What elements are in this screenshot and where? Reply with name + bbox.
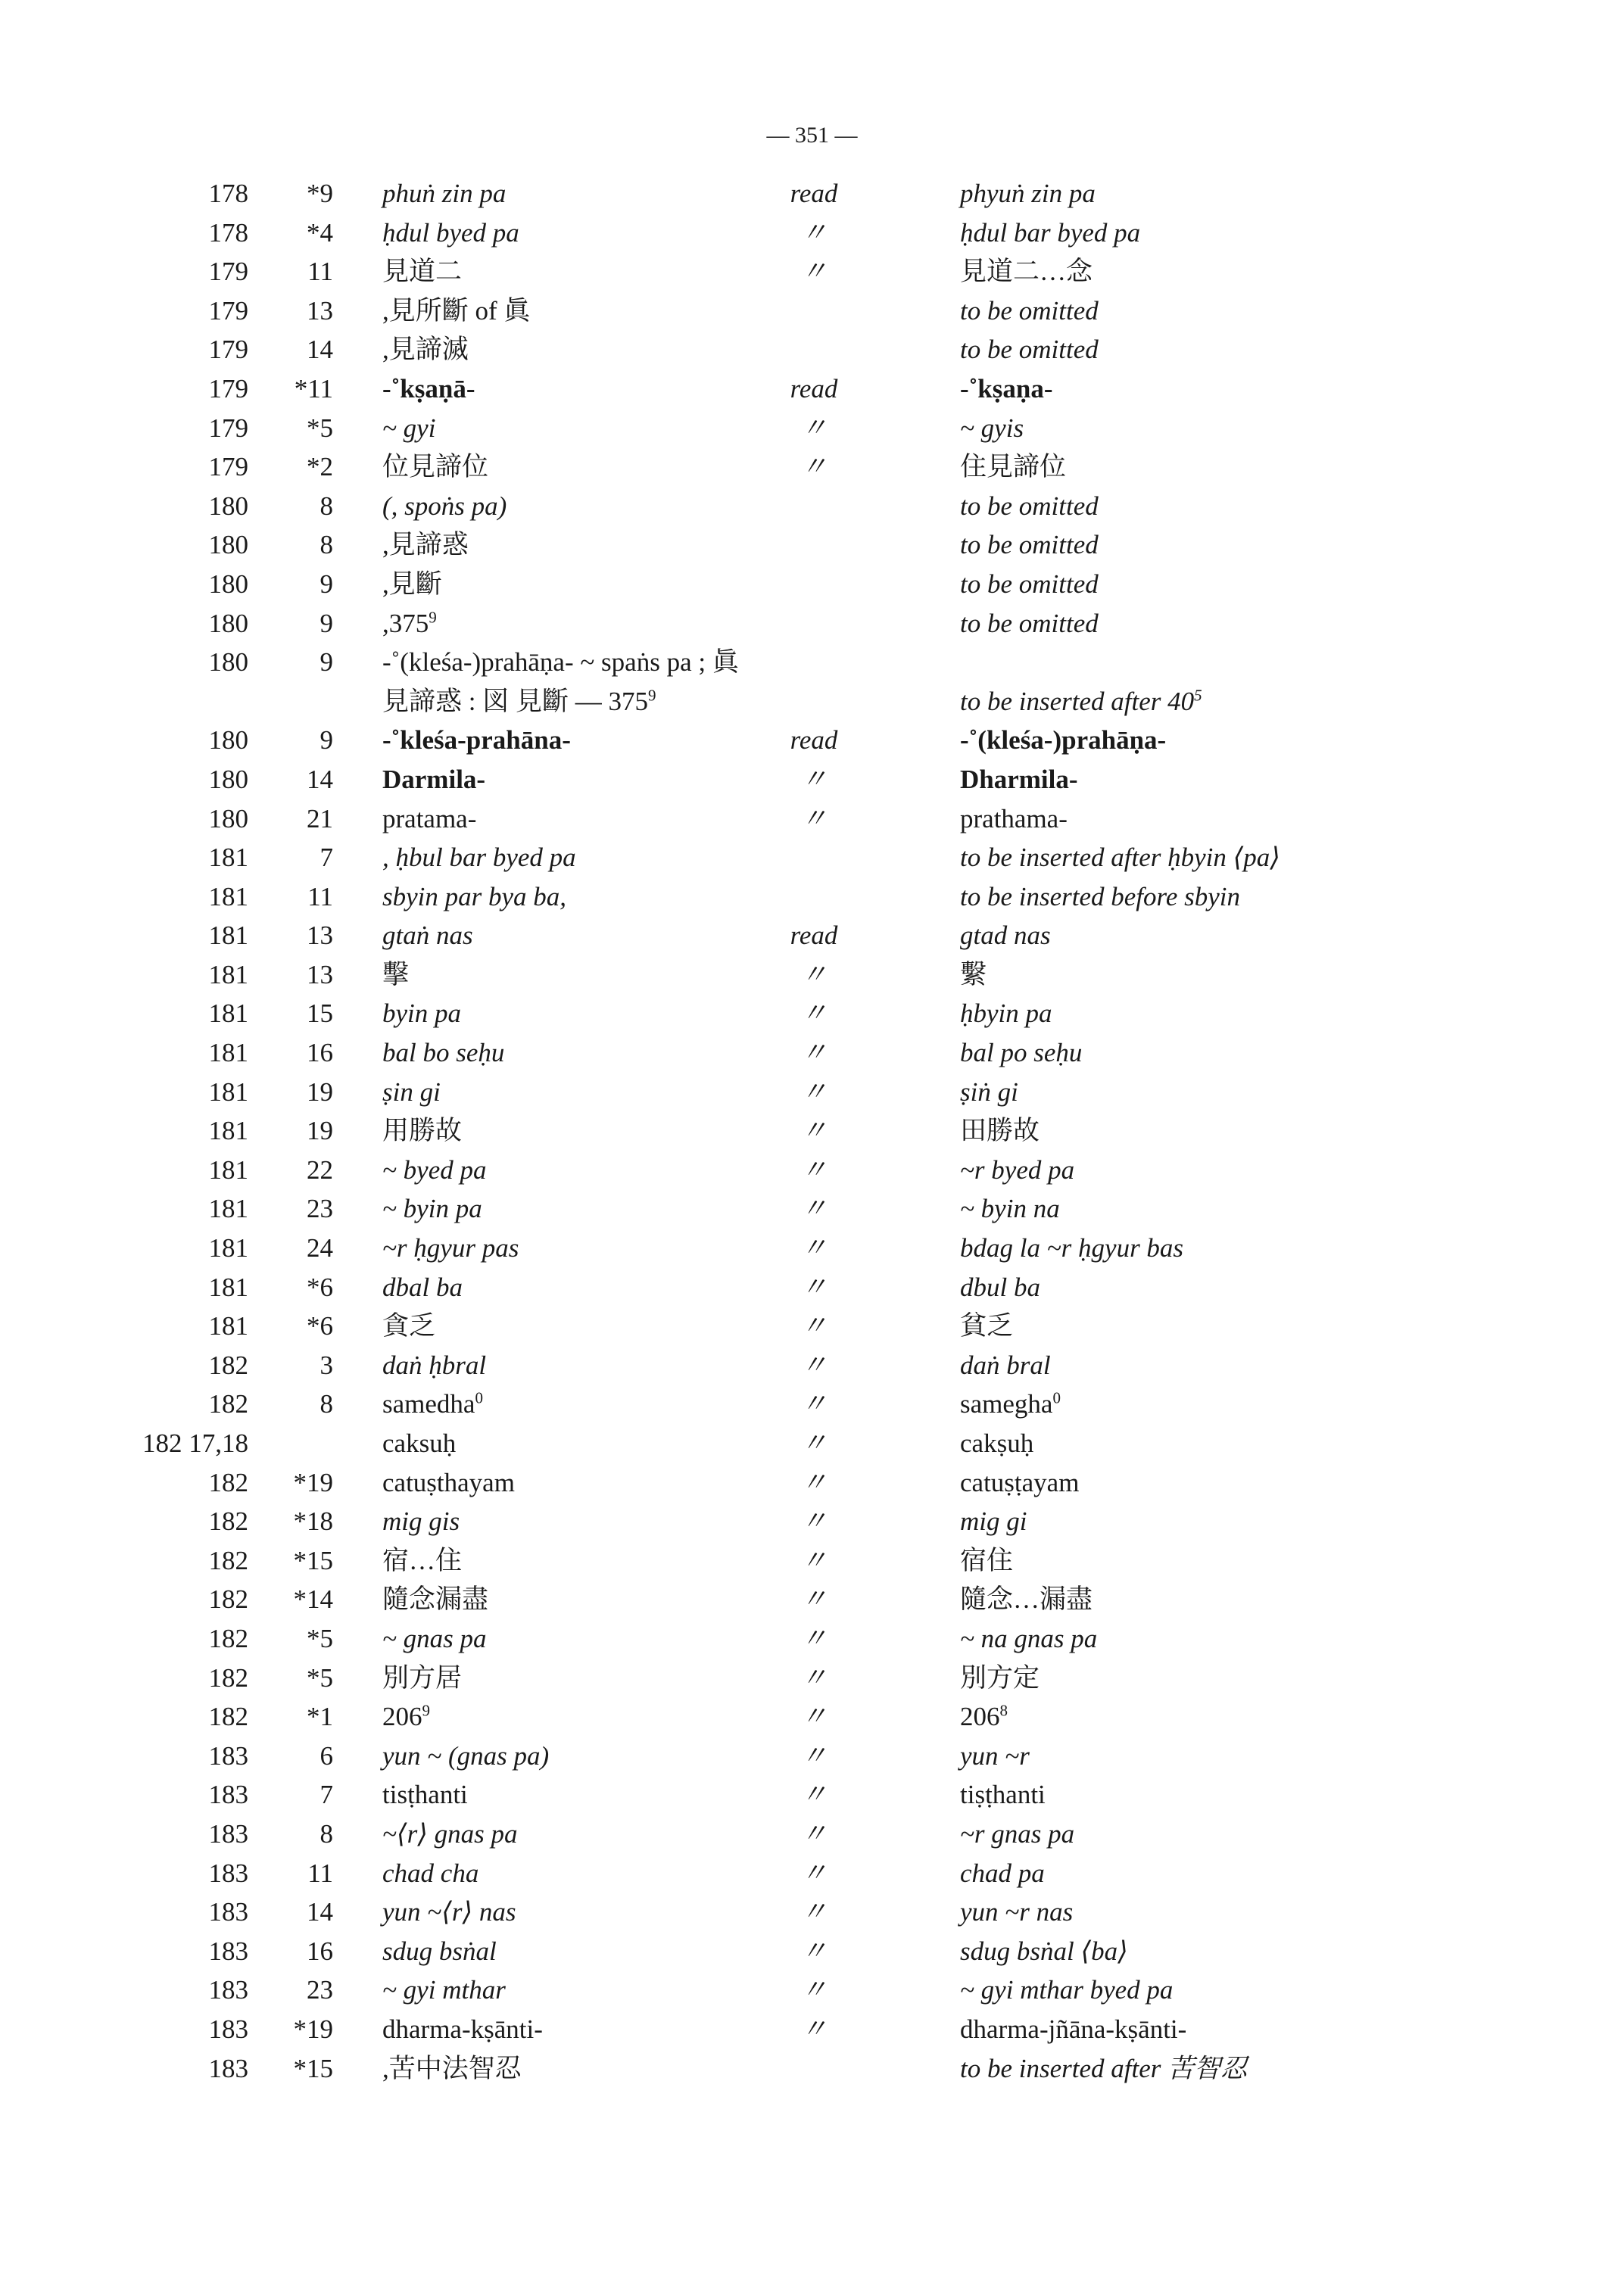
- erroneous-text: -˚(kleśa-)prahāṇa- ~ spaṅs pa ; 眞: [382, 647, 739, 678]
- erroneous-text: 宿…住: [382, 1545, 463, 1575]
- correction-text: to be omitted: [960, 608, 1099, 638]
- errata-row: [0, 760, 1624, 799]
- read-cue: 〃: [800, 1076, 828, 1107]
- erroneous-text: ḥdul byed pa: [382, 217, 519, 248]
- correction-text: ~r byed pa: [960, 1154, 1075, 1185]
- read-cue: 〃: [800, 1428, 828, 1458]
- read-cue: 〃: [800, 452, 828, 482]
- correction-text: ~ gyi mthar byed pa: [960, 1975, 1174, 2005]
- erroneous-text: ,見斷: [382, 569, 442, 599]
- errata-row: [0, 565, 1624, 604]
- read-cue: 〃: [800, 1311, 828, 1341]
- line-ref: 16: [307, 1936, 333, 1966]
- page-ref: 182: [208, 1467, 248, 1497]
- page-ref: 179: [208, 452, 248, 482]
- line-ref: *6: [307, 1272, 333, 1302]
- erroneous-text: dharma-kṣānti-: [382, 2014, 543, 2044]
- correction-text: ḥbyin pa: [960, 999, 1052, 1029]
- errata-row: [0, 487, 1624, 526]
- erroneous-text: 貪乏: [382, 1311, 436, 1341]
- line-ref: *9: [307, 179, 333, 208]
- correction-text: bdag la ~r ḥgyur bas: [960, 1233, 1184, 1263]
- erroneous-text: phuṅ zin pa: [382, 179, 507, 208]
- errata-table: [0, 174, 1624, 2088]
- read-cue: 〃: [800, 1897, 828, 1927]
- errata-row: [0, 2049, 1624, 2089]
- errata-row: [0, 643, 1624, 682]
- page-ref: 181: [208, 1194, 248, 1224]
- page-ref: 182: [208, 1662, 248, 1693]
- errata-row: [0, 721, 1624, 760]
- page-ref: 183: [208, 1897, 248, 1927]
- page-ref: 178: [208, 179, 248, 208]
- page-number: — 351 —: [766, 123, 858, 148]
- correction-text: 貧乏: [960, 1311, 1014, 1341]
- errata-row: [0, 1737, 1624, 1776]
- page-ref: 183: [208, 1818, 248, 1849]
- erroneous-text: ,苦中法智忍: [382, 2053, 522, 2083]
- line-ref: *2: [307, 452, 333, 482]
- read-cue: 〃: [800, 1116, 828, 1146]
- page-ref: 179: [208, 295, 248, 326]
- errata-row: [0, 174, 1624, 213]
- erroneous-text: caksuḥ: [382, 1428, 457, 1458]
- correction-text: ~r gnas pa: [960, 1818, 1075, 1849]
- erroneous-text: ṣin gi: [382, 1076, 441, 1107]
- erroneous-text: ~⟨r⟩ gnas pa: [382, 1818, 518, 1849]
- line-ref: *19: [293, 1467, 333, 1497]
- read-cue: 〃: [800, 1936, 828, 1966]
- erroneous-text: $206^9$: [382, 1701, 430, 1732]
- erroneous-text: 擊: [382, 959, 410, 989]
- line-ref: *5: [307, 1662, 333, 1693]
- erroneous-text: 用勝故: [382, 1116, 463, 1146]
- line-ref: 14: [307, 764, 333, 794]
- read-cue: 〃: [800, 257, 828, 287]
- page-ref: 183: [208, 1740, 248, 1771]
- erroneous-text: -˚kṣaṇā-: [382, 373, 475, 403]
- page-ref: 179: [208, 413, 248, 443]
- read-cue: 〃: [800, 1740, 828, 1771]
- line-ref: 14: [307, 1897, 333, 1927]
- page-ref: 182: [208, 1389, 248, 1419]
- correction-text: 隨念…漏盡: [960, 1584, 1093, 1615]
- read-cue: 〃: [800, 1154, 828, 1185]
- erroneous-text: 別方居: [382, 1662, 463, 1693]
- erroneous-text: mig gis: [382, 1506, 460, 1537]
- errata-row: [0, 447, 1624, 487]
- correction-text: ṣiṅ gi: [960, 1076, 1018, 1107]
- erroneous-text: pratama-: [382, 803, 477, 833]
- errata-row: [0, 1932, 1624, 1971]
- erroneous-text: ,見諦滅: [382, 335, 469, 365]
- correction-text: bal po seḥu: [960, 1038, 1083, 1068]
- page-ref: 180: [208, 608, 248, 638]
- page-ref: 181: [208, 959, 248, 989]
- line-ref: 19: [307, 1116, 333, 1146]
- errata-row: [0, 1619, 1624, 1659]
- page-ref: 183: [208, 2053, 248, 2083]
- read-cue: 〃: [800, 959, 828, 989]
- line-ref: *15: [293, 2053, 333, 2083]
- correction-text: ḥdul bar byed pa: [960, 217, 1141, 248]
- page-ref: 183: [208, 2014, 248, 2044]
- correction-text: to be inserted after 苦智忍: [960, 2053, 1248, 2083]
- correction-text: yun ~r nas: [960, 1897, 1074, 1927]
- read-cue: 〃: [800, 1702, 828, 1732]
- correction-text: yun ~r: [960, 1740, 1030, 1771]
- read-cue: 〃: [800, 1975, 828, 2005]
- read-cue: 〃: [800, 1233, 828, 1263]
- erroneous-text: ,375$^9$: [382, 607, 437, 638]
- line-ref: *19: [293, 2014, 333, 2044]
- erroneous-text: dbal ba: [382, 1272, 463, 1302]
- erroneous-text: chad cha: [382, 1858, 479, 1888]
- line-ref: 13: [307, 921, 333, 951]
- erroneous-text: Darmila-: [382, 764, 486, 794]
- page-ref: 180: [208, 803, 248, 833]
- page-ref: 181: [208, 999, 248, 1029]
- errata-row: [0, 1111, 1624, 1151]
- page-ref: 181: [208, 1272, 248, 1302]
- erroneous-text: yun ~⟨r⟩ nas: [382, 1897, 516, 1927]
- erroneous-text: ~ gyi mthar: [382, 1975, 506, 2005]
- line-ref: 13: [307, 959, 333, 989]
- line-ref: 16: [307, 1038, 333, 1068]
- errata-row: [0, 1033, 1624, 1073]
- read-cue: 〃: [800, 1506, 828, 1537]
- correction-text: sdug bsṅal ⟨ba⟩: [960, 1936, 1128, 1966]
- correction-text: catuṣṭayam: [960, 1467, 1080, 1497]
- errata-row: [0, 1189, 1624, 1229]
- page-ref: 181: [208, 1116, 248, 1146]
- erroneous-text: ,見所斷 of 眞: [382, 295, 531, 326]
- correction-text: to be inserted after $40^5$: [960, 686, 1202, 716]
- erroneous-text: , ḥbul bar byed pa: [382, 843, 576, 873]
- errata-row: [0, 1659, 1624, 1698]
- erroneous-text: tisṭhanti: [382, 1780, 468, 1810]
- line-ref: 8: [320, 1389, 333, 1419]
- correction-text: Dharmila-: [960, 764, 1078, 794]
- page-ref: 180: [208, 725, 248, 756]
- errata-row: [0, 369, 1624, 409]
- correction-text: -˚kṣaṇa-: [960, 373, 1053, 403]
- line-ref: 8: [320, 1818, 333, 1849]
- errata-row: [0, 1893, 1624, 1932]
- line-ref: 8: [320, 491, 333, 521]
- errata-row: [0, 409, 1624, 448]
- read-cue: 〃: [800, 999, 828, 1029]
- errata-row: [0, 1815, 1624, 1854]
- errata-row: [0, 1854, 1624, 1893]
- page-ref: 183: [208, 1858, 248, 1888]
- errata-row: [0, 1268, 1624, 1307]
- line-ref: 9: [320, 647, 333, 678]
- line-ref: 6: [320, 1740, 333, 1771]
- read-cue: 〃: [800, 1662, 828, 1693]
- read-cue: 〃: [800, 1584, 828, 1615]
- line-ref: 9: [320, 569, 333, 599]
- read-cue: 〃: [800, 1818, 828, 1849]
- errata-row: [0, 682, 1624, 721]
- errata-row: [0, 213, 1624, 253]
- page-ref: 180: [208, 647, 248, 678]
- correction-text: 見道二…念: [960, 257, 1093, 287]
- erroneous-text: 見道二: [382, 257, 463, 287]
- correction-text: to be omitted: [960, 491, 1099, 521]
- page-ref: 182: [208, 1623, 248, 1653]
- page-ref: 180: [208, 491, 248, 521]
- erroneous-text: (, spoṅs pa): [382, 491, 507, 521]
- correction-text: phyuṅ zin pa: [960, 179, 1096, 208]
- line-ref: *6: [307, 1311, 333, 1341]
- page-ref: 181: [208, 1311, 248, 1341]
- page-ref: 181: [208, 921, 248, 951]
- errata-row: [0, 291, 1624, 331]
- line-ref: 14: [307, 335, 333, 365]
- correction-text: samegha$^0$: [960, 1388, 1061, 1419]
- page-ref: 179: [208, 257, 248, 287]
- line-ref: 19: [307, 1076, 333, 1107]
- errata-row: [0, 1424, 1624, 1463]
- line-ref: 9: [320, 725, 333, 756]
- errata-row: [0, 994, 1624, 1033]
- correction-text: chad pa: [960, 1858, 1045, 1888]
- page-ref: 180: [208, 764, 248, 794]
- errata-row: [0, 1463, 1624, 1503]
- errata-row: [0, 1580, 1624, 1619]
- page-ref: 181: [208, 1154, 248, 1185]
- errata-row: [0, 525, 1624, 565]
- line-ref: *18: [293, 1506, 333, 1537]
- errata-row: [0, 1385, 1624, 1424]
- erroneous-text: 位見諦位: [382, 452, 489, 482]
- correction-text: to be omitted: [960, 530, 1099, 560]
- errata-row: [0, 799, 1624, 839]
- correction-text: -˚(kleśa-)prahāṇa-: [960, 725, 1167, 756]
- line-ref: 13: [307, 295, 333, 326]
- line-ref: 11: [307, 257, 333, 287]
- errata-row: [0, 1307, 1624, 1346]
- correction-text: 住見諦位: [960, 452, 1067, 482]
- page-ref: 183: [208, 1780, 248, 1810]
- erroneous-text: ~ byed pa: [382, 1154, 487, 1185]
- correction-text: 田勝故: [960, 1116, 1040, 1146]
- correction-text: $206^8$: [960, 1701, 1008, 1732]
- page-ref: 181: [208, 1038, 248, 1068]
- page-ref: 182: [208, 1506, 248, 1537]
- read-cue: read: [790, 725, 838, 756]
- read-cue: 〃: [800, 803, 828, 833]
- erroneous-text: -˚kleśa-prahāna-: [382, 725, 571, 756]
- correction-text: 繫: [960, 959, 987, 989]
- line-ref: 23: [307, 1194, 333, 1224]
- line-ref: 11: [307, 881, 333, 911]
- correction-text: tiṣṭhanti: [960, 1780, 1046, 1810]
- line-ref: 9: [320, 608, 333, 638]
- page-ref: 183: [208, 1975, 248, 2005]
- read-cue: 〃: [800, 1545, 828, 1575]
- errata-row: [0, 955, 1624, 995]
- erroneous-text: ~ byin pa: [382, 1194, 482, 1224]
- page-ref: 182: [208, 1350, 248, 1380]
- errata-row: [0, 1073, 1624, 1112]
- errata-row: [0, 1151, 1624, 1190]
- line-ref: 21: [307, 803, 333, 833]
- erroneous-text: gtaṅ nas: [382, 921, 473, 951]
- errata-row: [0, 1775, 1624, 1815]
- line-ref: 11: [307, 1858, 333, 1888]
- line-ref: 8: [320, 530, 333, 560]
- read-cue: 〃: [800, 1038, 828, 1068]
- correction-text: ~ byin na: [960, 1194, 1060, 1224]
- correction-text: dharma-jñāna-kṣānti-: [960, 2014, 1187, 2044]
- errata-row: [0, 604, 1624, 643]
- correction-text: ~ gyis: [960, 413, 1024, 443]
- read-cue: 〃: [800, 1272, 828, 1302]
- page-ref: 180: [208, 569, 248, 599]
- page-ref: 182: [208, 1545, 248, 1575]
- line-ref: 3: [320, 1350, 333, 1380]
- errata-row: [0, 838, 1624, 877]
- line-ref: *4: [307, 217, 333, 248]
- line-ref: *11: [294, 373, 333, 403]
- read-cue: read: [790, 921, 838, 951]
- errata-row: [0, 1229, 1624, 1268]
- erroneous-text: sbyin par bya ba,: [382, 881, 567, 911]
- erroneous-text: daṅ ḥbral: [382, 1350, 487, 1380]
- correction-text: to be omitted: [960, 295, 1099, 326]
- read-cue: 〃: [800, 1389, 828, 1419]
- correction-text: to be inserted after ḥbyin ⟨pa⟩: [960, 843, 1280, 873]
- line-ref: *5: [307, 413, 333, 443]
- read-cue: 〃: [800, 1858, 828, 1888]
- erroneous-text: ~ gnas pa: [382, 1623, 487, 1653]
- erroneous-text: bal bo seḥu: [382, 1038, 505, 1068]
- correction-text: gtad nas: [960, 921, 1051, 951]
- page-ref: 182: [208, 1584, 248, 1615]
- read-cue: 〃: [800, 2014, 828, 2044]
- correction-text: mig gi: [960, 1506, 1027, 1537]
- page-ref: 181: [208, 843, 248, 873]
- line-ref: 24: [307, 1233, 333, 1263]
- errata-row: [0, 252, 1624, 291]
- page-ref: 181: [208, 1076, 248, 1107]
- line-ref: *5: [307, 1623, 333, 1653]
- page-ref: 182 17,18: [142, 1428, 248, 1458]
- line-ref: 22: [307, 1154, 333, 1185]
- read-cue: 〃: [800, 1780, 828, 1810]
- correction-text: to be inserted before sbyin: [960, 881, 1241, 911]
- page-ref: 179: [208, 335, 248, 365]
- erroneous-text: 見諦惑 : 図 見斷 — $375^9$: [382, 686, 656, 716]
- read-cue: read: [790, 179, 838, 208]
- errata-row: [0, 1971, 1624, 2010]
- page-ref: 181: [208, 881, 248, 911]
- correction-text: daṅ bral: [960, 1350, 1051, 1380]
- read-cue: 〃: [800, 764, 828, 794]
- read-cue: read: [790, 373, 838, 403]
- errata-row: [0, 877, 1624, 917]
- line-ref: *1: [307, 1702, 333, 1732]
- line-ref: *15: [293, 1545, 333, 1575]
- line-ref: 7: [320, 1780, 333, 1810]
- read-cue: 〃: [800, 413, 828, 443]
- page-ref: 182: [208, 1702, 248, 1732]
- page-ref: 183: [208, 1936, 248, 1966]
- correction-text: ~ na gnas pa: [960, 1623, 1098, 1653]
- errata-row: [0, 1346, 1624, 1385]
- correction-text: to be omitted: [960, 569, 1099, 599]
- line-ref: 15: [307, 999, 333, 1029]
- read-cue: 〃: [800, 1194, 828, 1224]
- correction-text: 宿住: [960, 1545, 1014, 1575]
- read-cue: 〃: [800, 1350, 828, 1380]
- page-ref: 180: [208, 530, 248, 560]
- erroneous-text: 隨念漏盡: [382, 1584, 489, 1615]
- page-ref: 178: [208, 217, 248, 248]
- read-cue: 〃: [800, 1467, 828, 1497]
- correction-text: dbul ba: [960, 1272, 1040, 1302]
- line-ref: 7: [320, 843, 333, 873]
- read-cue: 〃: [800, 1623, 828, 1653]
- erroneous-text: byin pa: [382, 999, 462, 1029]
- correction-text: prathama-: [960, 803, 1068, 833]
- errata-row: [0, 916, 1624, 955]
- erroneous-text: sdug bsṅal: [382, 1936, 497, 1966]
- page-ref: 181: [208, 1233, 248, 1263]
- correction-text: cakṣuḥ: [960, 1428, 1034, 1458]
- line-ref: 23: [307, 1975, 333, 2005]
- page-ref: 179: [208, 373, 248, 403]
- read-cue: 〃: [800, 217, 828, 248]
- errata-row: [0, 1502, 1624, 1541]
- erroneous-text: ~r ḥgyur pas: [382, 1233, 519, 1263]
- erroneous-text: samedha$^0$: [382, 1388, 483, 1419]
- erroneous-text: catuṣthayam: [382, 1467, 515, 1497]
- correction-text: to be omitted: [960, 335, 1099, 365]
- erroneous-text: ,見諦惑: [382, 530, 469, 560]
- errata-row: [0, 330, 1624, 369]
- erroneous-text: yun ~ (gnas pa): [382, 1740, 550, 1771]
- errata-row: [0, 2010, 1624, 2049]
- erroneous-text: ~ gyi: [382, 413, 436, 443]
- correction-text: 別方定: [960, 1662, 1040, 1693]
- errata-row: [0, 1697, 1624, 1737]
- errata-row: [0, 1541, 1624, 1581]
- line-ref: *14: [293, 1584, 333, 1615]
